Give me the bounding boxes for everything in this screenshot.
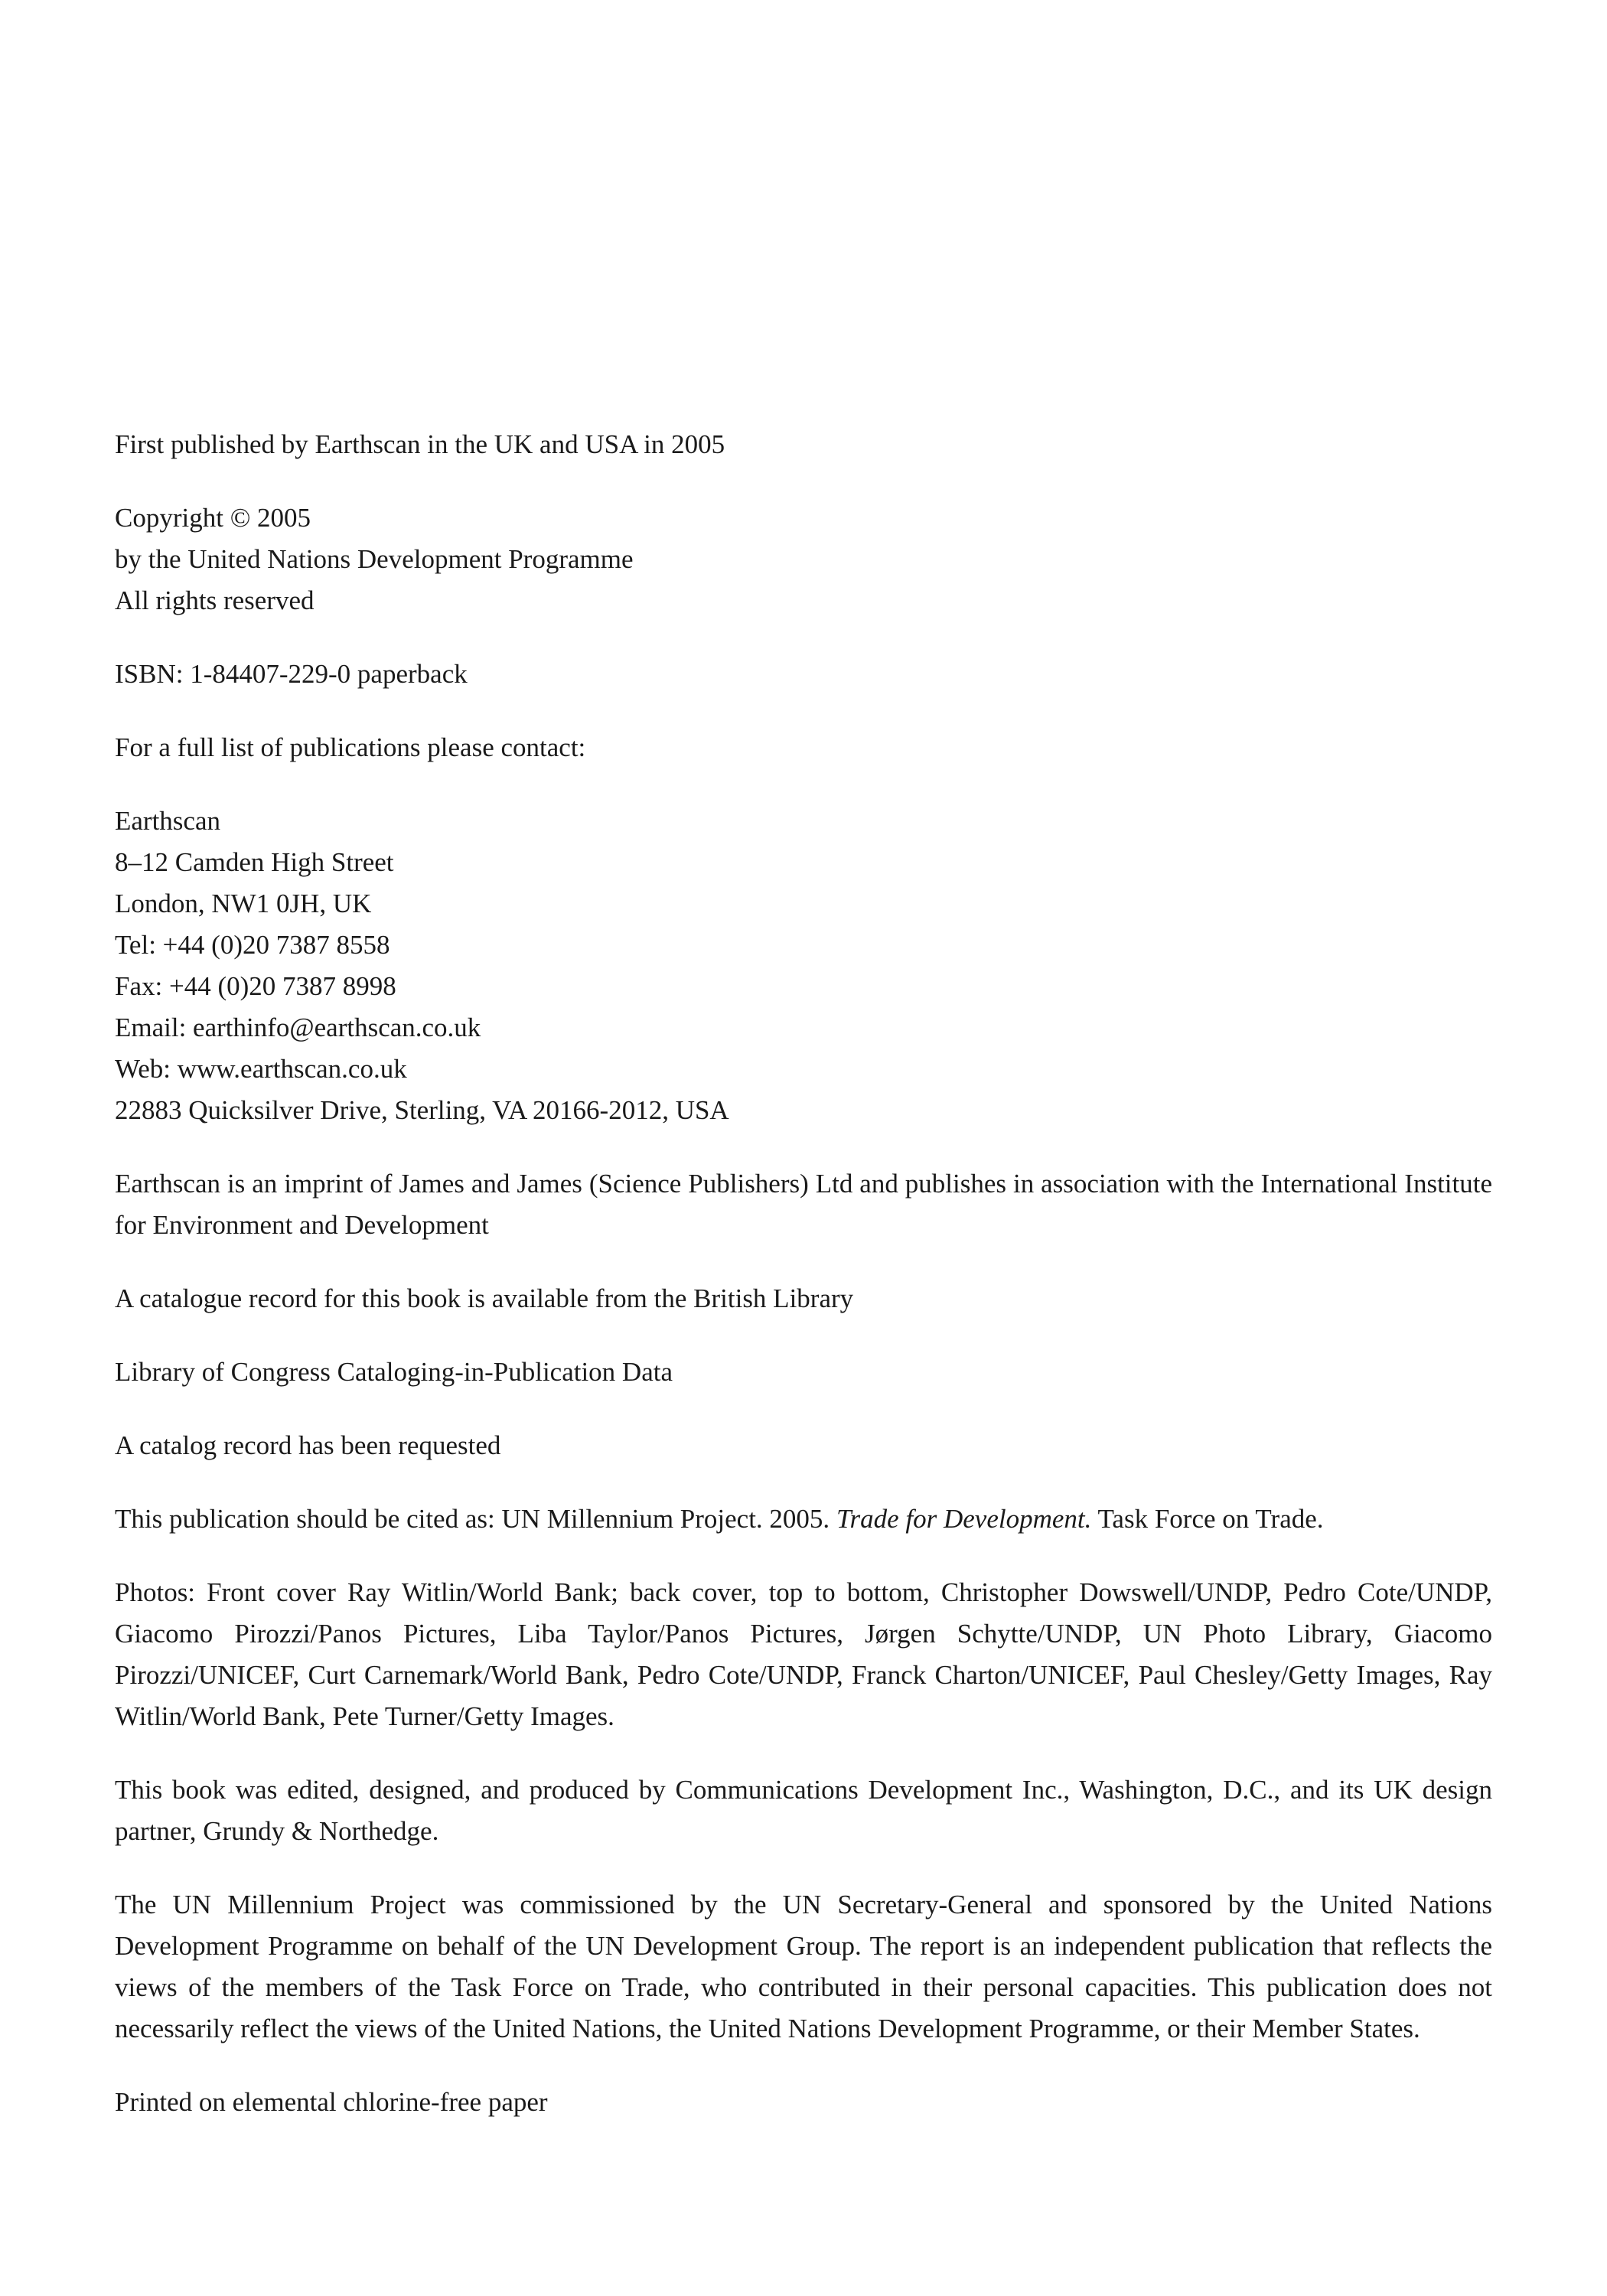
copyright-line: Copyright © 2005 bbox=[115, 503, 311, 533]
imprint-note: Earthscan is an imprint of James and James (Science Publishers) Ltd and publishes in association with the International Institute for Environment and Development bbox=[115, 1169, 1492, 1240]
rights-reserved: All rights reserved bbox=[115, 585, 315, 615]
copyright-holder: by the United Nations Development Programme bbox=[115, 544, 634, 574]
catalog-requested: A catalog record has been requested bbox=[115, 1430, 501, 1460]
loc-heading: Library of Congress Cataloging-in-Publication Data bbox=[115, 1357, 673, 1387]
address-tel: Tel: +44 (0)20 7387 8558 bbox=[115, 930, 390, 960]
catalogue-uk: A catalogue record for this book is available from the British Library bbox=[115, 1283, 854, 1313]
address-fax: Fax: +44 (0)20 7387 8998 bbox=[115, 971, 396, 1001]
first-published-line: First published by Earthscan in the UK and USA in 2005 bbox=[115, 429, 725, 459]
disclaimer: The UN Millennium Project was commissioned by the UN Secretary-General and sponsored by the United Nations Development Programme on behalf of the UN Development Group. The report is an independent publication that reflects the views of the members of the Task Force on Trade, who contributed in their personal capacities. This publication does not necessarily reflect the views of the United Nations, the United Nations Development Programme, or their Member States. bbox=[115, 1890, 1492, 2043]
isbn-line: ISBN: 1-84407-229-0 paperback bbox=[115, 659, 468, 689]
citation-title: Trade for Development. bbox=[836, 1504, 1092, 1534]
citation-suffix: Task Force on Trade. bbox=[1091, 1504, 1324, 1534]
citation bbox=[115, 1499, 1492, 1540]
production-credits: This book was edited, designed, and produced by Communications Development Inc., Washington, D.C., and its UK design partner, Grundy & Northedge. bbox=[115, 1775, 1492, 1846]
copyright-block bbox=[115, 497, 1492, 621]
publisher-name: Earthscan bbox=[115, 806, 220, 836]
address-web: Web: www.earthscan.co.uk bbox=[115, 1054, 407, 1084]
citation-prefix: This publication should be cited as: UN Millennium Project. 2005. bbox=[115, 1504, 836, 1534]
address-street: 8–12 Camden High Street bbox=[115, 847, 394, 877]
publisher-address bbox=[115, 801, 1492, 1131]
photo-credits: Photos: Front cover Ray Witlin/World Bank; back cover, top to bottom, Christopher Dowswell/UNDP, Pedro Cote/UNDP, Giacomo Pirozzi/Panos Pictures, Liba Taylor/Panos Pictures, Jørgen Schytte/UNDP, UN Photo Library, Giacomo Pirozzi/UNICEF, Curt Carnemark/World Bank, Pedro Cote/UNDP, Franck Charton/UNICEF, Paul Chesley/Getty Images, Ray Witlin/World Bank, Pete Turner/Getty Images. bbox=[115, 1577, 1492, 1731]
address-email: Email: earthinfo@earthscan.co.uk bbox=[115, 1013, 481, 1042]
address-us: 22883 Quicksilver Drive, Sterling, VA 20166-2012, USA bbox=[115, 1095, 729, 1125]
copyright-page bbox=[115, 424, 1492, 2155]
address-city: London, NW1 0JH, UK bbox=[115, 889, 372, 918]
paper-note: Printed on elemental chlorine-free paper bbox=[115, 2087, 548, 2117]
contact-intro: For a full list of publications please contact: bbox=[115, 732, 586, 762]
